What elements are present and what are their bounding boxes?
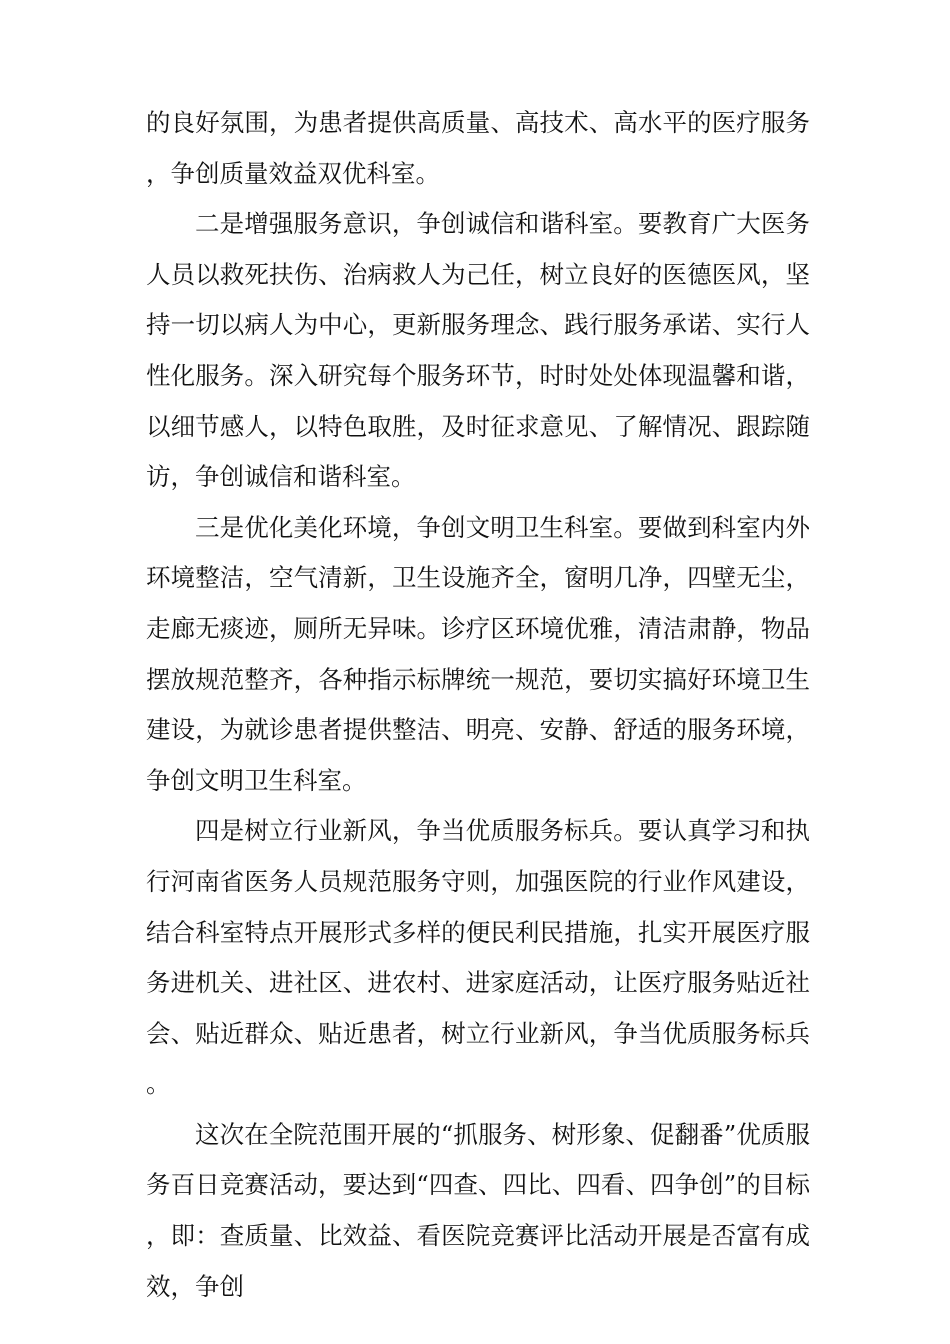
- paragraph-competition-goals: 这次在全院范围开展的“抓服务、树形象、促翻番”优质服务百日竞赛活动，要达到“四查、四比、四看、四争创”的目标，即：查质量、比效益、看医院竞赛评比活动开展是否富有成效，争创: [146, 1119, 810, 1301]
- paragraph-environment: 三是优化美化环境，争创文明卫生科室。要做到科室内外环境整洁，空气清新，卫生设施齐全，窗明几净，四壁无尘，走廊无痰迹，厕所无异味。诊疗区环境优雅，清洁肃静，物品摆放规范整齐，各种指示标牌统一规范，要切实搞好环境卫生建设，为就诊患者提供整洁、明亮、安静、舒适的服务环境，争创文明卫生科室。: [146, 512, 810, 795]
- paragraph-industry-style: 四是树立行业新风，争当优质服务标兵。要认真学习和执行河南省医务人员规范服务守则，加强医院的行业作风建设，结合科室特点开展形式多样的便民利民措施，扎实开展医疗服务进机关、进社区、进农村、进家庭活动，让医疗服务贴近社会、贴近群众、贴近患者，树立行业新风，争当优质服务标兵。: [146, 816, 810, 1099]
- document-body: [146, 98, 810, 1312]
- paragraph-service-awareness: 二是增强服务意识，争创诚信和谐科室。要教育广大医务人员以救死扶伤、治病救人为己任，树立良好的医德医风，坚持一切以病人为中心，更新服务理念、践行服务承诺、实行人性化服务。深入研究每个服务环节，时时处处体现温馨和谐，以细节感人，以特色取胜，及时征求意见、了解情况、跟踪随访，争创诚信和谐科室。: [146, 209, 810, 492]
- paragraph-continuation: 的良好氛围，为患者提供高质量、高技术、高水平的医疗服务，争创质量效益双优科室。: [146, 108, 810, 188]
